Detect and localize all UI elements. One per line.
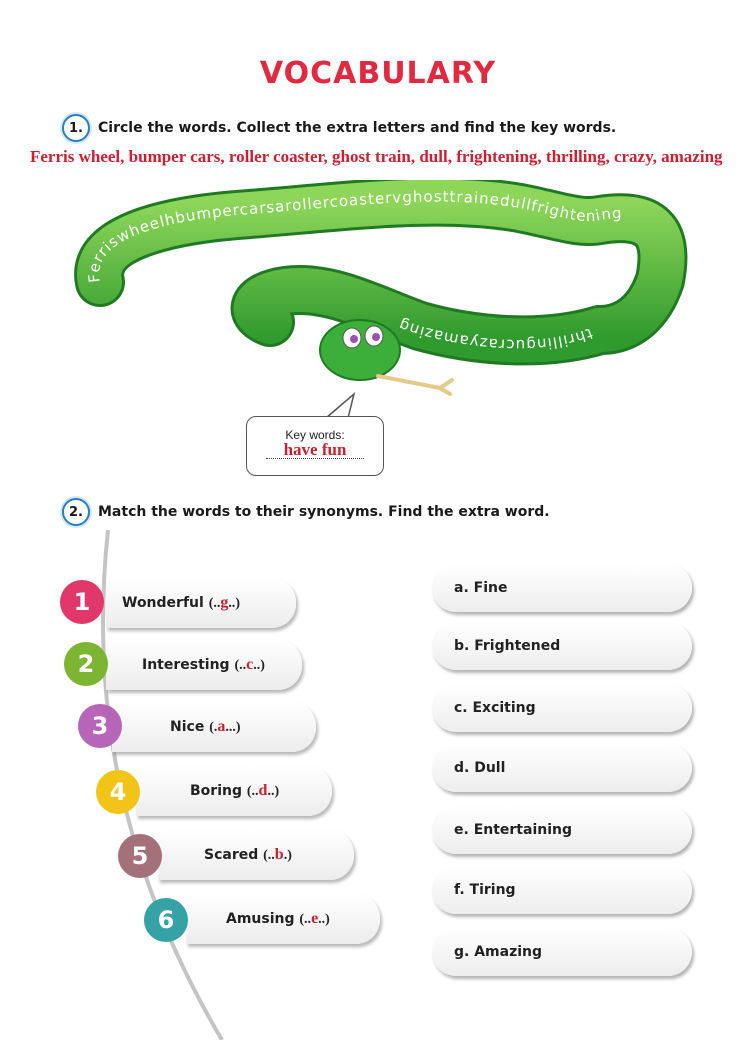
exercise-2-instruction: Match the words to their synonyms. Find the extra word.	[98, 504, 550, 520]
left-word: Amusing	[226, 911, 295, 927]
synonym-d[interactable]: d. Dull	[432, 744, 692, 792]
number-tab-6: 6	[144, 898, 188, 942]
number-tab-4: 4	[96, 770, 140, 814]
key-words-answer: have fun	[266, 442, 364, 459]
answer-blank[interactable]: b	[274, 846, 284, 863]
exercise-1-instruction: Circle the words. Collect the extra letters and find the key words.	[98, 120, 617, 136]
synonym-a[interactable]: a. Fine	[432, 564, 692, 612]
snake-illustration	[0, 180, 756, 410]
synonym-f[interactable]: f. Tiring	[432, 866, 692, 914]
left-word: Interesting	[142, 657, 230, 673]
number-tab-3: 3	[78, 704, 122, 748]
synonym-b[interactable]: b. Frightened	[432, 622, 692, 670]
answer-blank[interactable]: g	[220, 594, 229, 611]
left-item-3: Nice (.a...)	[112, 702, 316, 752]
synonym-e[interactable]: e. Entertaining	[432, 806, 692, 854]
answer-blank[interactable]: d	[258, 782, 268, 799]
answer-blank[interactable]: a	[217, 718, 226, 735]
left-word: Boring	[190, 783, 242, 799]
left-item-5: Scared (..b.)	[158, 830, 354, 880]
page-title: VOCABULARY	[259, 56, 497, 91]
answer-blank[interactable]: c	[246, 656, 254, 673]
left-word: Scared	[204, 847, 259, 863]
snake-letters-bottom: thrillingucrazyamazing	[395, 315, 595, 355]
snake-letters-top: Ferriswheelhbumpercarsarollercoastervghosttrainedullfrightening	[84, 187, 623, 284]
key-words-label: Key words:	[285, 428, 345, 442]
exercise-1-answer-words: Ferris wheel, bumper cars, roller coaster, ghost train, dull, frightening, thrilling, crazy, amazing	[30, 147, 723, 166]
bubble-box	[246, 416, 384, 476]
number-tab-5: 5	[118, 834, 162, 878]
synonym-g[interactable]: g. Amazing	[432, 928, 692, 976]
number-tab-2: 2	[64, 642, 108, 686]
exercise-2-number: 2.	[62, 498, 90, 526]
left-item-2: Interesting (..c..)	[106, 640, 302, 690]
left-word: Nice	[170, 719, 205, 735]
answer-blank[interactable]: e	[311, 910, 319, 927]
left-item-6: Amusing (..e..)	[186, 894, 380, 944]
synonym-c[interactable]: c. Exciting	[432, 684, 692, 732]
exercise-1-number: 1.	[62, 114, 90, 142]
number-tab-1: 1	[60, 580, 104, 624]
left-word: Wonderful	[122, 595, 204, 611]
exercise-1-header	[62, 114, 616, 142]
left-item-4: Boring (..d..)	[136, 766, 332, 816]
left-item-1: Wonderful (..g..)	[106, 578, 296, 628]
